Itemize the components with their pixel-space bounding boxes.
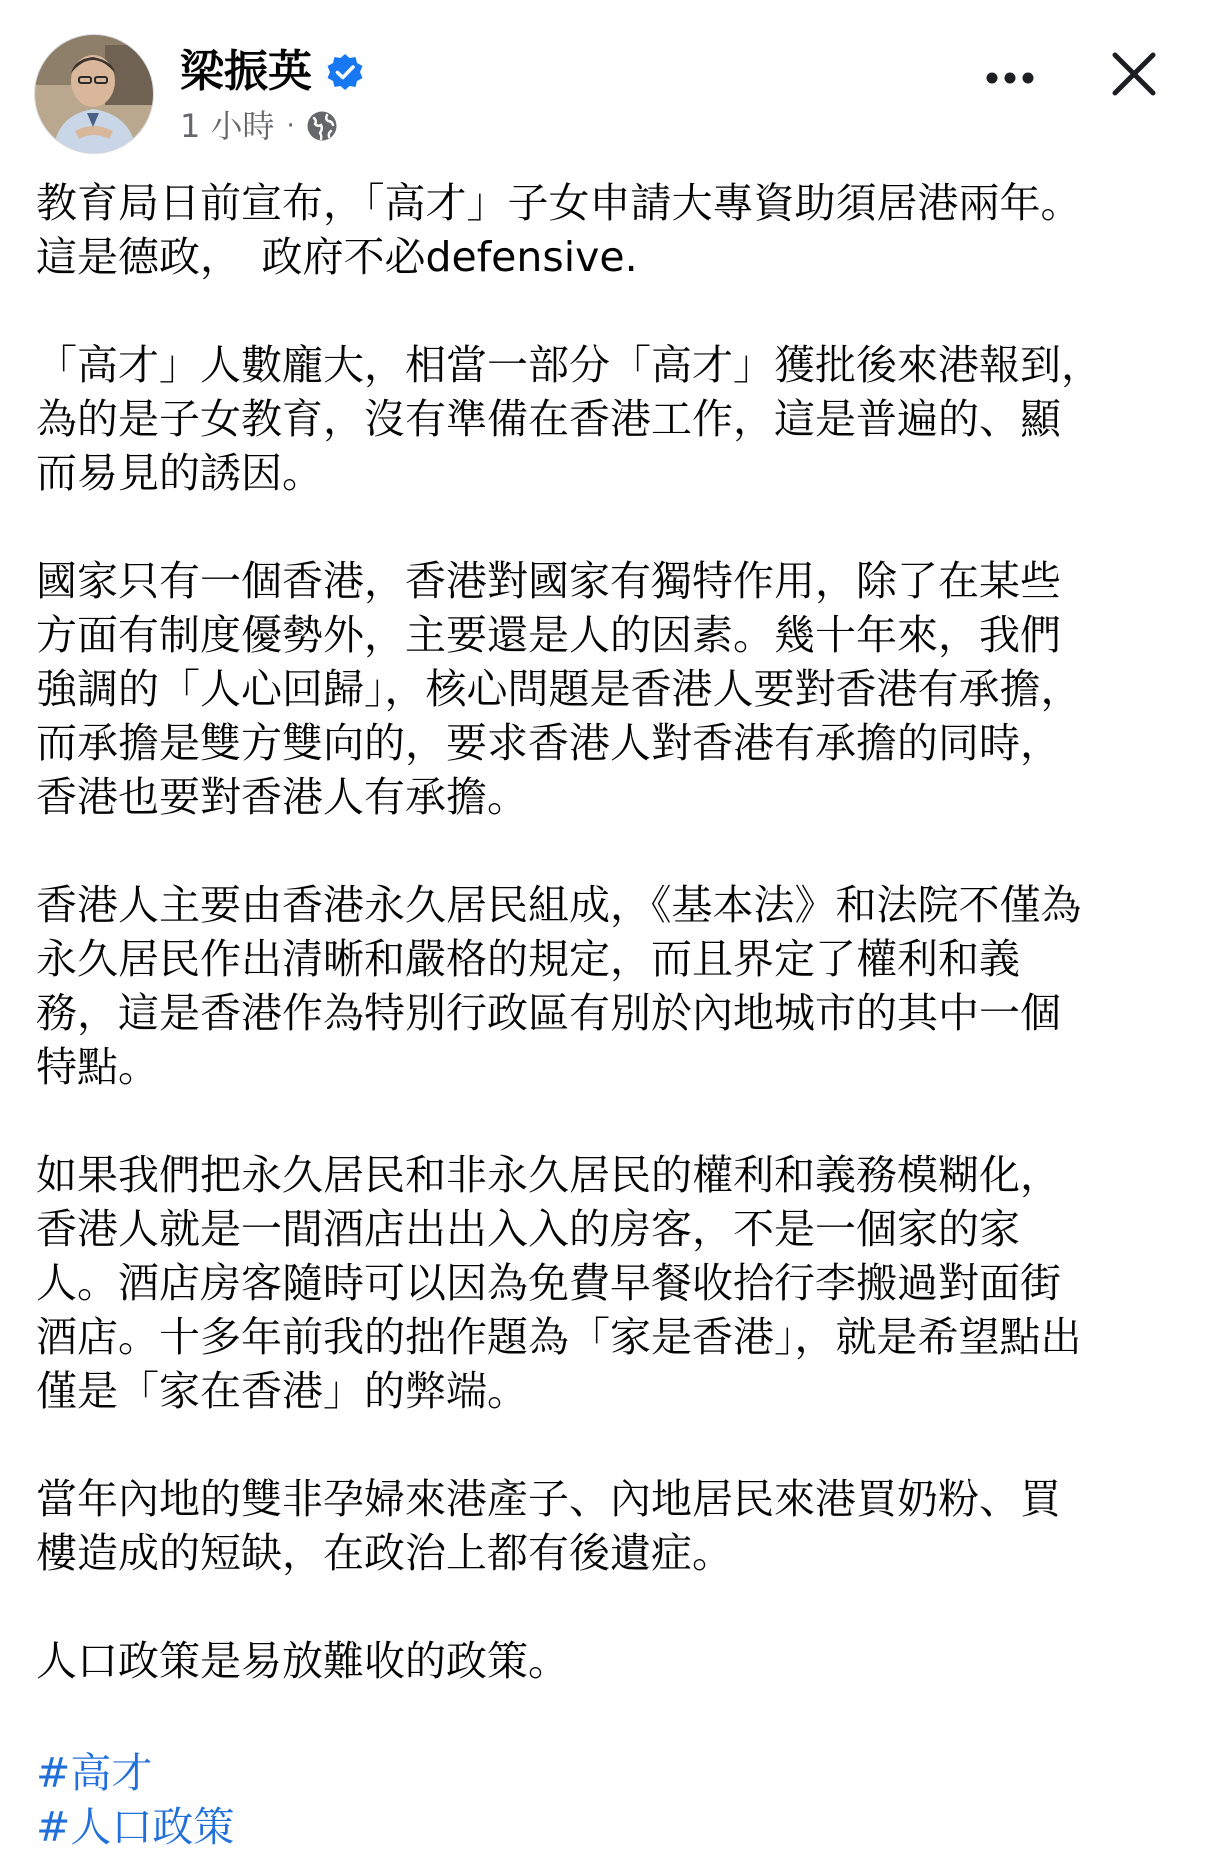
- more-options-button[interactable]: [974, 42, 1046, 114]
- post-paragraph: 國家只有一個香港，香港對國家有獨特作用，除了在某些 方面有制度優勢外，主要還是人的因素。幾十年來，我們 強調的「人心回歸」，核心問題是香港人要對香港有承擔， 而承擔是雙方雙向的，要求香港人對香港有承擔的同時， 香港也要對香港人有承擔。: [36, 557, 1082, 821]
- globe-icon[interactable]: [305, 109, 339, 143]
- hashtag-list: [36, 1746, 234, 1854]
- author-avatar[interactable]: [34, 34, 154, 154]
- post-time[interactable]: 1 小時: [180, 107, 275, 145]
- post-paragraph: 教育局日前宣布，「高才」子女申請大專資助須居港兩年。 這是德政， 政府不必defensive.: [36, 179, 1082, 281]
- meta-separator: ·: [286, 111, 295, 141]
- post-header: [0, 0, 1206, 160]
- post-paragraph: 當年內地的雙非孕婦來港產子、內地居民來港買奶粉、買 樓造成的短缺，在政治上都有後遺症。: [36, 1475, 1061, 1577]
- post-body: [36, 176, 1176, 1742]
- author-name[interactable]: 梁振英: [180, 46, 312, 97]
- close-icon: [1111, 51, 1157, 97]
- post-meta: [180, 106, 339, 146]
- hashtag-link[interactable]: #人口政策: [36, 1803, 235, 1851]
- verified-badge-icon: [325, 52, 365, 92]
- more-options-icon: [985, 71, 1035, 85]
- close-button[interactable]: [1094, 34, 1174, 114]
- hashtag-link[interactable]: #高才: [36, 1749, 153, 1797]
- post-paragraph: 人口政策是易放難收的政策。: [36, 1637, 569, 1685]
- post-paragraph: 如果我們把永久居民和非永久居民的權利和義務模糊化， 香港人就是一間酒店出出入入的房客，不是一個家的家 人。酒店房客隨時可以因為免費早餐收拾行李搬過對面街 酒店。十多年前我的拙作題為「家是香港」，就是希望點出 僅是「家在香港」的弊端。: [36, 1151, 1082, 1415]
- post-paragraph: 「高才」人數龐大，相當一部分「高才」獲批後來港報到， 為的是子女教育，沒有準備在香港工作，這是普遍的、顯 而易見的誘因。: [36, 341, 1102, 497]
- avatar-image: [35, 35, 154, 154]
- post-paragraph: 香港人主要由香港永久居民組成，《基本法》和法院不僅為 永久居民作出清晰和嚴格的規定，而且界定了權利和義 務，這是香港作為特別行政區有別於內地城市的其中一個 特點。: [36, 881, 1082, 1091]
